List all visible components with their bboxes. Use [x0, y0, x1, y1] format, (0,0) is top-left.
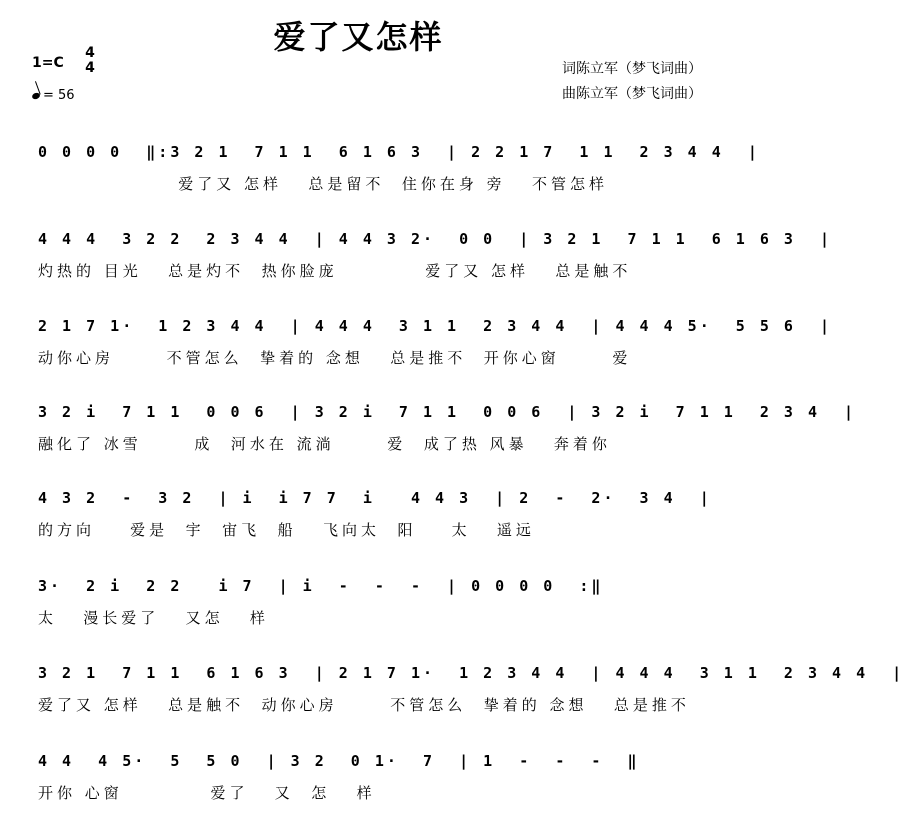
quarter-note-icon: [31, 92, 41, 100]
lyric-line: 爱了又 怎样 总是留不 住你在身 旁 不管怎样: [38, 175, 608, 193]
meter-top: 4: [85, 45, 95, 61]
lyric-line: 动你心房 不管怎么 挚着的 念想 总是推不 开你心窗 爱: [38, 349, 632, 367]
lyric-line: 的方向 爱是 宇 宙飞 船 飞向太 阳 太 遥远: [38, 521, 535, 539]
song-title: 爱了又怎样: [273, 18, 444, 56]
meter-bottom: 4: [85, 60, 95, 76]
time-signature: [82, 46, 98, 76]
notation-line: 3 2 i 7 1 1 0 0 6 | 3 2 i 7 1 1 0 0 6 | 3 2 i 7 1 1 2 3 4 |: [38, 403, 857, 421]
tempo-value: = 56: [43, 88, 75, 103]
notation-line: 3 2 1 7 1 1 6 1 6 3 | 2 1 7 1· 1 2 3 4 4 | 4 4 4 3 1 1 2 3 4 4 |: [38, 664, 904, 682]
lyric-line: 开你 心窗 爱了 又 怎 样: [38, 784, 376, 802]
notation-line: 4 4 4 5· 5 5 0 | 3 2 0 1· 7 | 1 - - - ‖: [38, 752, 640, 770]
tempo-mark: [32, 88, 75, 103]
notation-line: 0 0 0 0 ‖:3 2 1 7 1 1 6 1 6 3 | 2 2 1 7 1 1 2 3 4 4 |: [38, 143, 760, 161]
lyric-line: 灼热的 目光 总是灼不 热你脸庞 爱了又 怎样 总是触不: [38, 262, 632, 280]
key-signature: 1=C: [32, 55, 64, 71]
lyricist-credit: 词陈立军（梦飞词曲）: [562, 61, 702, 77]
lyric-line: 融化了 冰雪 成 河水在 流淌 爱 成了热 风暴 奔着你: [38, 435, 611, 453]
lyric-line: 太 漫长爱了 又怎 样: [38, 609, 269, 627]
notation-line: 4 3 2 - 3 2 | i i 7 7 i 4 4 3 | 2 - 2· 3 4 |: [38, 489, 712, 507]
notation-line: 3· 2 i 2 2 i 7 | i - - - | 0 0 0 0 :‖: [38, 577, 604, 595]
composer-credit: 曲陈立军（梦飞词曲）: [562, 86, 702, 102]
notation-line: 2 1 7 1· 1 2 3 4 4 | 4 4 4 3 1 1 2 3 4 4 | 4 4 4 5· 5 5 6 |: [38, 317, 833, 335]
notation-line: 4 4 4 3 2 2 2 3 4 4 | 4 4 3 2· 0 0 | 3 2 1 7 1 1 6 1 6 3 |: [38, 230, 833, 248]
lyric-line: 爱了又 怎样 总是触不 动你心房 不管怎么 挚着的 念想 总是推不: [38, 696, 690, 714]
